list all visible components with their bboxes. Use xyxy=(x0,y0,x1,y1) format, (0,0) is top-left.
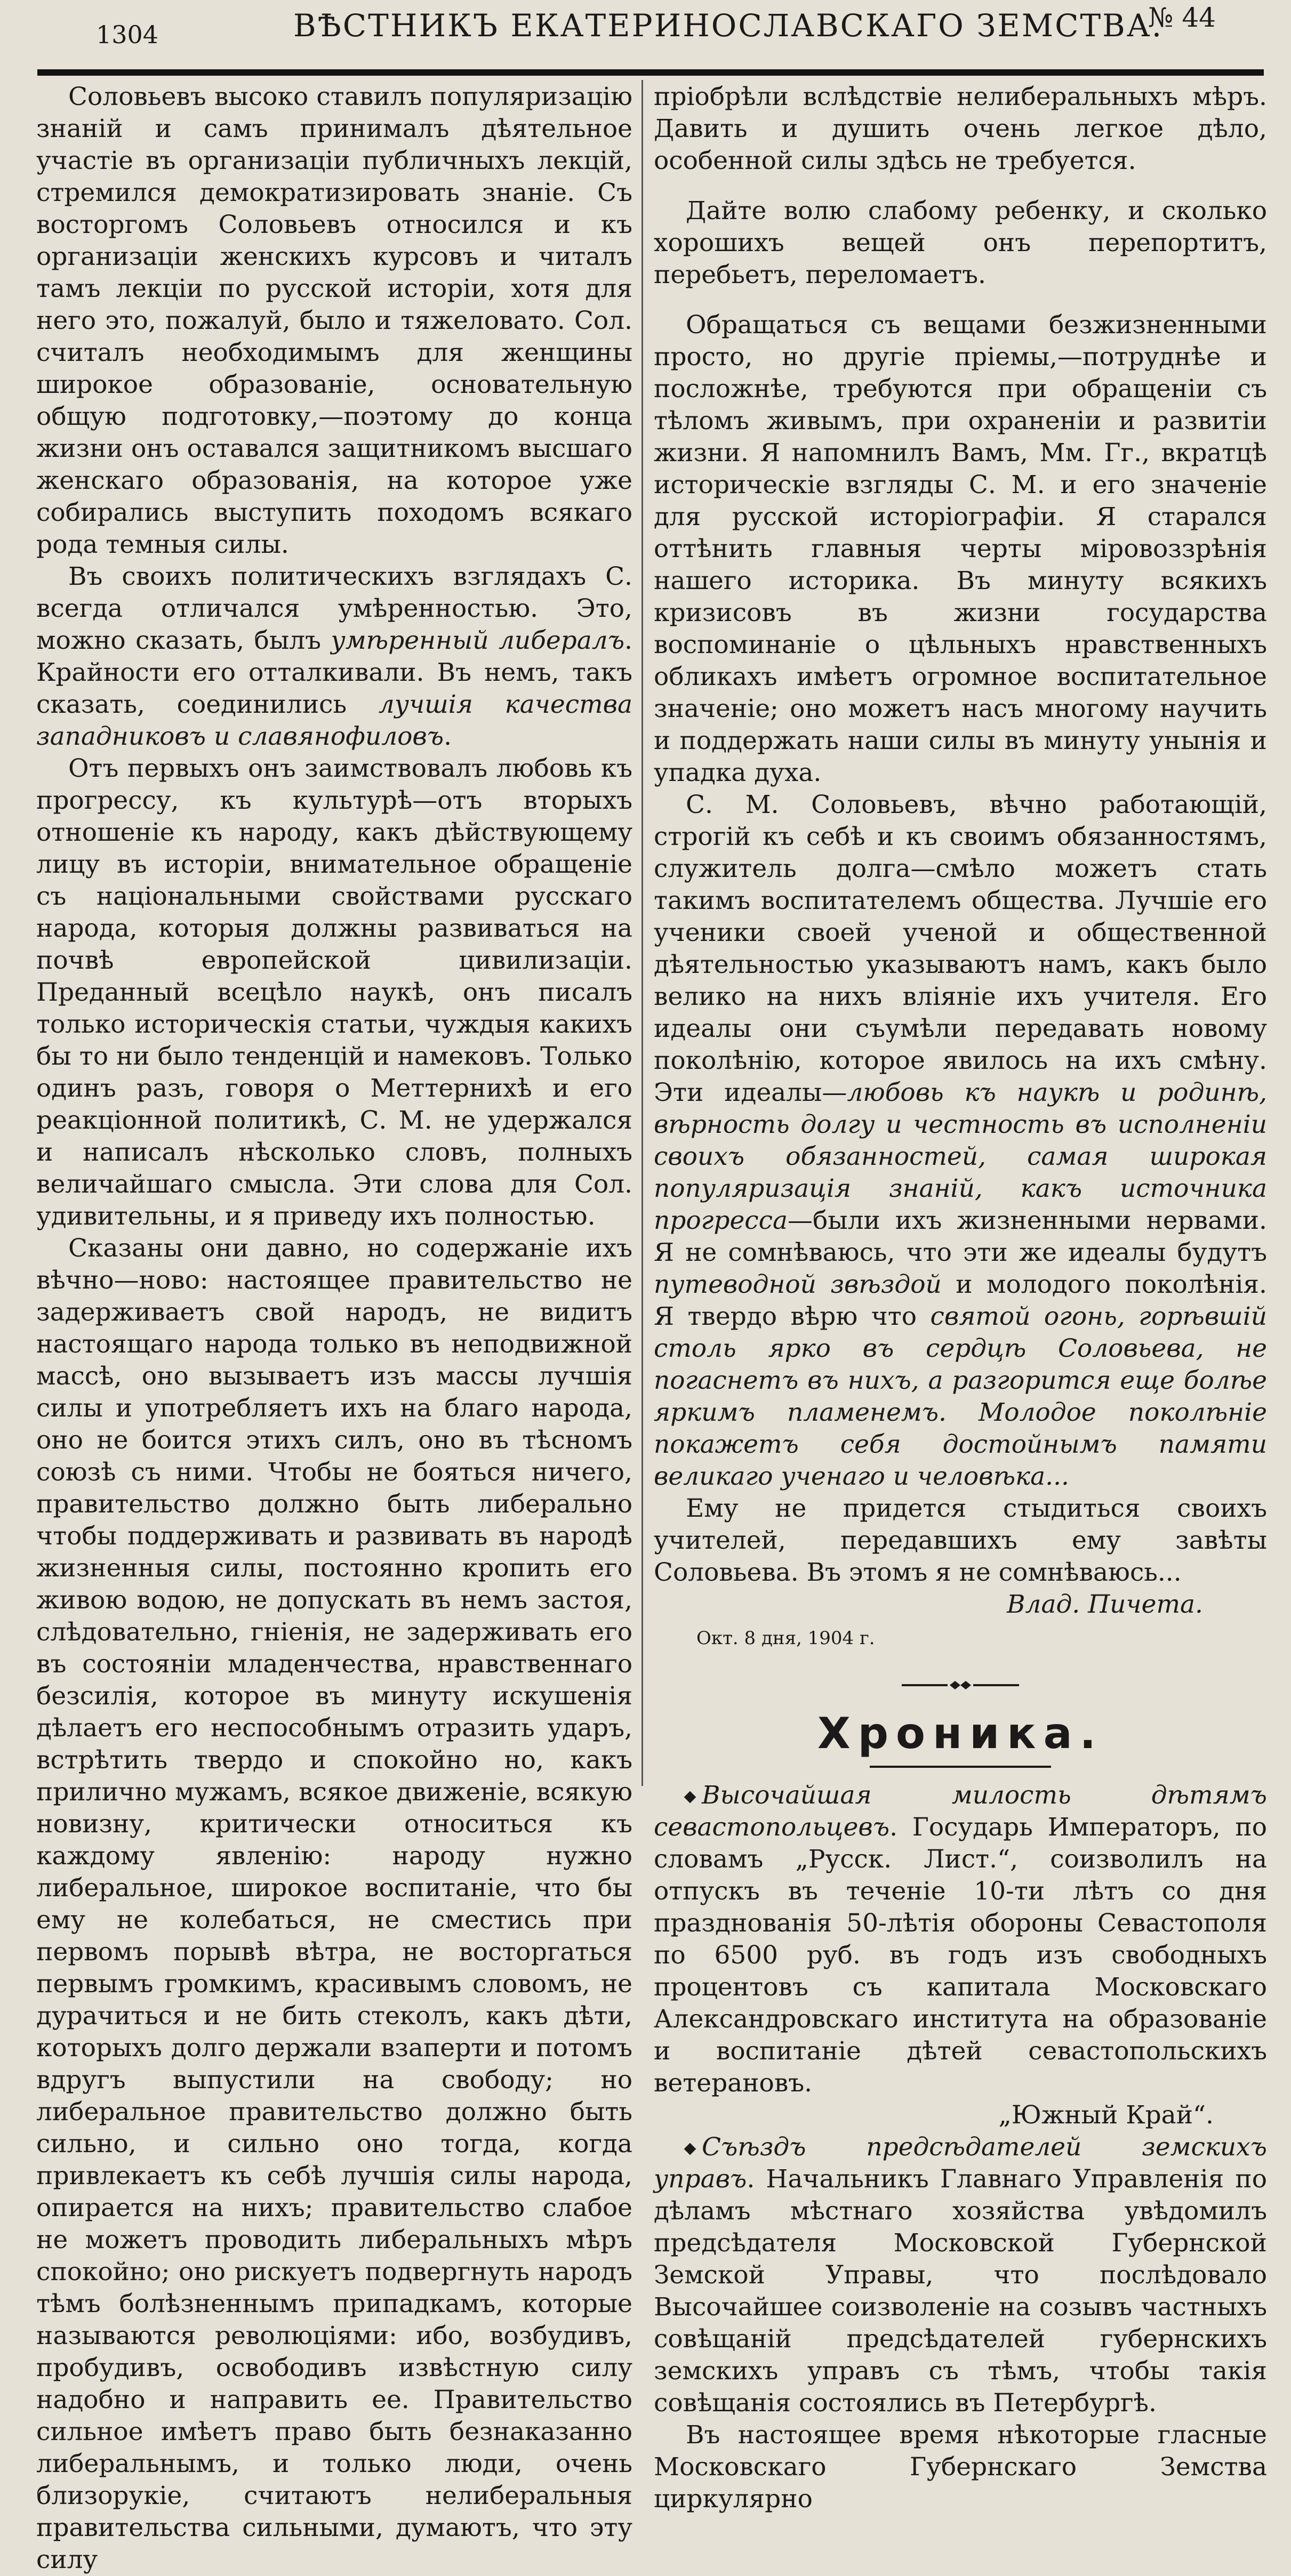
paragraph: Соловьевъ высоко ставилъ популяризацію знаній и самъ принималъ дѣятельное участіе въ организаціи публичныхъ лекцій, стремился демократизировать знаніе. Съ восторгомъ Соловьевъ относился и къ организаціи женскихъ курсовъ и читалъ тамъ лекціи по русской исторіи, хотя для него это, пожалуй, было и тяжеловато. Сол. считалъ необходимымъ для женщины широкое образованіе, основательную общую подготовку,—поэтому до конца жизни онъ оставался защитникомъ высшаго женскаго образованія, на которое уже собирались выступить походомъ всякаго рода темныя силы. xyxy=(36,82,632,559)
news-item: Высочайшая милость дѣтямъ севастопольцевъ. Государь Императоръ, по словамъ „Русск. Лист.“, соизволилъ на отпускъ въ теченіе 10-ти лѣтъ со дня празднованія 50-лѣтія обороны Севастополя по 6500 руб. въ годъ изъ свободныхъ процентовъ съ капитала Московскаго Александровскаго института на образованіе и воспитаніе дѣтей севастопольскихъ ветерановъ. xyxy=(654,1781,1267,2098)
chronicle-heading: Хроника. xyxy=(817,1709,1103,1758)
article-date: Окт. 8 дня, 1904 г. xyxy=(696,1628,875,1649)
paragraph: Въ своихъ политическихъ взглядахъ С. всегда отличался умѣренностью. Это, можно сказать, былъ умѣренный либералъ. Крайности его отталкивали. Въ немъ, такъ сказать, соединились лучшія качества западниковъ и славянофиловъ. xyxy=(36,562,632,751)
paragraph: пріобрѣли вслѣдствіе нелиберальныхъ мѣръ. Давить и душить очень легкое дѣло, особенной силы здѣсь не требуется. xyxy=(654,82,1267,175)
paragraph: Въ настоящее время нѣкоторые гласные Московскаго Губернскаго Земства циркулярно xyxy=(654,2420,1267,2514)
issue-number: № 44 xyxy=(1148,2,1216,33)
column-divider xyxy=(642,80,643,1786)
left-column xyxy=(36,81,632,2576)
news-item: Съѣздъ предсѣдателей земскихъ управъ. Начальникъ Главнаго Управленія по дѣламъ мѣстнаго хозяйства увѣдомилъ предсѣдателя Московской Губернской Земской Управы, что послѣдовало Высочайшее соизволеніе на созывъ частныхъ совѣщаній предсѣдателей губернскихъ земскихъ управъ съ тѣмъ, чтобы такія совѣщанія состоялись въ Петербургѣ. xyxy=(654,2132,1267,2418)
page-header xyxy=(37,0,1264,68)
journal-title: ВѢСТНИКЪ ЕКАТЕРИНОСЛАВСКАГО ЗЕМСТВА. xyxy=(293,7,1164,44)
paragraph: Сказаны они давно, но содержаніе ихъ вѣчно—ново: настоящее правительство не задерживаетъ свой народъ, не видитъ настоящаго народа только въ неподвижной массѣ, оно вызываетъ изъ массы лучшія силы и употребляетъ ихъ на благо народа, оно не боится этихъ силъ, оно въ тѣсномъ союзѣ съ ними. Чтобы не бояться ничего, правительство должно быть либерально чтобы поддерживать и развивать въ народѣ жизненныя силы, постоянно кропить его живою водою, не допускать въ немъ застоя, слѣдовательно, гніенія, не задерживать его въ состояніи младенчества, нравственнаго безсилія, которое въ минуту искушенія дѣлаетъ его неспособнымъ отразить ударъ, встрѣтить твердо и спокойно но, какъ прилично мужамъ, всякое движеніе, всякую новизну, критически относиться къ каждому явленію: народу нужно либеральное, широкое воспитаніе, что бы ему не колебаться, не сместись при первомъ порывѣ вѣтра, не восторгаться первымъ громкимъ, красивымъ словомъ, не дурачиться и не бить стеколъ, какъ дѣти, которыхъ долго держали взаперти и потомъ вдругъ выпустили на свободу; но либеральное правительство должно быть сильно, и сильно оно тогда, когда привлекаетъ къ себѣ лучшія силы народа, опирается на нихъ; правительство слабое не можетъ проводить либеральныхъ мѣръ спокойно; оно рискуетъ подвергнуть народъ тѣмъ болѣзненнымъ припадкамъ, которые называются революціями: ибо, возбудивъ, пробудивъ, освободивъ извѣстную силу надобно и направить ее. Правительство сильное имѣетъ право быть безнаказанно либеральнымъ, и только люди, очень близорукіе, считаютъ нелиберальныя правительства сильными, думаютъ, что эту силу xyxy=(36,1234,632,2574)
paragraph: Дайте волю слабому ребенку, и сколько хорошихъ вещей онъ перепортитъ, перебьетъ, переломаетъ. xyxy=(654,196,1267,289)
page-number: 1304 xyxy=(96,20,159,49)
right-column xyxy=(654,81,1267,2515)
paragraph: Отъ первыхъ онъ заимствовалъ любовь къ прогрессу, къ культурѣ—отъ вторыхъ отношеніе къ народу, какъ дѣйствующему лицу въ исторіи, внимательное обращеніе съ національными свойствами русскаго народа, которыя должны развиваться на почвѣ европейской цивилизаціи. Преданный всецѣло наукѣ, онъ писалъ только историческія статьи, чуждыя какихъ бы то ни было тенденцій и намековъ. Только одинъ разъ, говоря о Меттернихѣ и его реакціонной политикѣ, С. М. не удержался и написалъ нѣсколько словъ, полныхъ величайшаго смысла. Эти слова для Сол. удивительны, и я приведу ихъ полностью. xyxy=(36,754,632,1231)
diamond-bullet-icon xyxy=(684,2143,696,2155)
diamond-bullet-icon xyxy=(684,1791,696,1804)
paragraph: Ему не придется стыдиться своихъ учителей, передавшихъ ему завѣты Соловьева. Въ этомъ я не сомнѣваюсь... xyxy=(654,1494,1267,1587)
ornament-divider xyxy=(654,1668,1267,1700)
paragraph: Обращаться съ вещами безжизненными просто, но другіе пріемы,—потруднѣе и посложнѣе, требуются при обращеніи съ тѣломъ живымъ, при охраненіи и развитіи жизни. Я напомнилъ Вамъ, Мм. Гг., вкратцѣ историческіе взгляды С. М. и его значеніе для русской исторіографіи. Я старался оттѣнить главныя черты міровоззрѣнія нашего историка. Въ минуту всякихъ кризисовъ въ жизни государства воспоминаніе о цѣльныхъ нравственныхъ обликахъ имѣетъ огромное воспитательное значеніе; оно можетъ насъ многому научить и поддержать наши силы въ минуту унынія и упадка духа. xyxy=(654,310,1267,787)
author-signature: Влад. Пичета. xyxy=(1007,1590,1203,1619)
header-rule xyxy=(37,69,1264,76)
paragraph: С. М. Соловьевъ, вѣчно работающій, строгій къ себѣ и къ своимъ обязанностямъ, служитель долга—смѣло можетъ стать такимъ воспитателемъ общества. Лучшіе его ученики своей ученой и общественной дѣятельностью указываютъ намъ, какъ было велико на нихъ вліяніе ихъ учителя. Его идеалы они съумѣли передавать новому поколѣнію, которое явилось на ихъ смѣну. Эти идеалы—любовь къ наукѣ и родинѣ, вѣрность долгу и честность въ исполненіи своихъ обязанностей, самая широкая популяризація знаній, какъ источника прогресса—были ихъ жизненными нервами. Я не сомнѣваюсь, что эти же идеалы будутъ путеводной звѣздой и молодого поколѣнія. Я твердо вѣрю что святой огонь, горѣвшій столь ярко въ сердцѣ Соловьева, не погаснетъ въ нихъ, а разгорится еще болѣе яркимъ пламенемъ. Молодое поколѣніе покажетъ себя достойнымъ памяти великаго ученаго и человѣка... xyxy=(654,790,1268,1491)
news-source: „Южный Край“. xyxy=(998,2100,1214,2130)
heading-rule xyxy=(870,1766,1051,1768)
